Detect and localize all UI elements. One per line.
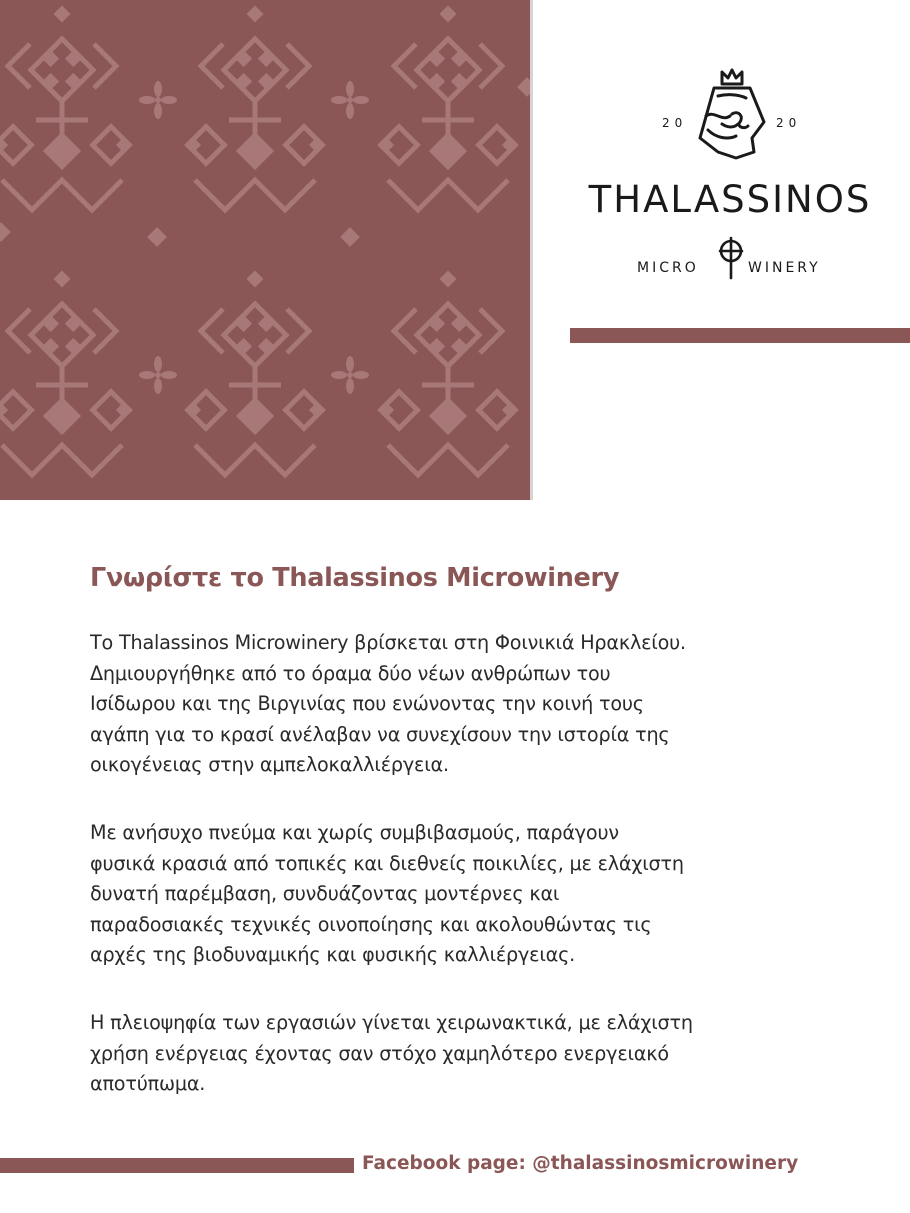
logo-year-right: 20 <box>776 116 802 130</box>
brand-logo <box>580 60 880 290</box>
brand-subtitle-micro: MICRO <box>637 260 699 276</box>
accent-bar-bottom <box>0 1158 354 1173</box>
vine-cross-icon <box>716 236 746 280</box>
brand-name: THALASSINOS <box>588 178 872 221</box>
intro-paragraph: Το Thalassinos Microwinery βρίσκεται στη Φοινικιά Ηρακλείου. Δημιουργήθηκε από το όραμα δύο νέων ανθρώπων του Ισίδωρου και της Βιργινίας που ενώνοντας την κοινή τους αγάπη για το κρασί ανέλαβαν να συνεχίσουν την ιστορία της οικογένειας στην αμπελοκαλλιέργεια. <box>90 631 686 776</box>
decorative-pattern-panel <box>0 0 530 500</box>
philosophy-paragraph: Με ανήσυχο πνεύμα και χωρίς συμβιβασμούς, παράγουν φυσικά κρασιά από τοπικές και διεθνείς ποικιλίες, με ελάχιστη δυνατή παρέμβαση, συνδυάζοντας μοντέρνες και παραδοσιακές τεχνικές οινοποίησης και ακολουθώντας τις αρχές της βιοδυναμικής και φυσικής καλλιέργειας. <box>90 821 684 966</box>
brand-subtitle-winery: WINERY <box>748 260 821 276</box>
accent-bar-top <box>570 328 910 343</box>
crown-face-icon <box>692 66 772 162</box>
facebook-page-link[interactable]: Facebook page: @thalassinosmicrowinery <box>362 1153 799 1174</box>
sustainability-paragraph: Η πλειοψηφία των εργασιών γίνεται χειρωνακτικά, με ελάχιστη χρήση ενέργειας έχοντας σαν στόχο χαμηλότερο ενεργειακό αποτύπωμα. <box>90 1011 693 1095</box>
panel-shadow-edge <box>530 0 533 500</box>
ornament-pattern <box>0 0 530 500</box>
logo-year-left: 20 <box>662 116 688 130</box>
page-heading: Γνωρίστε το Thalassinos Microwinery <box>90 563 620 593</box>
